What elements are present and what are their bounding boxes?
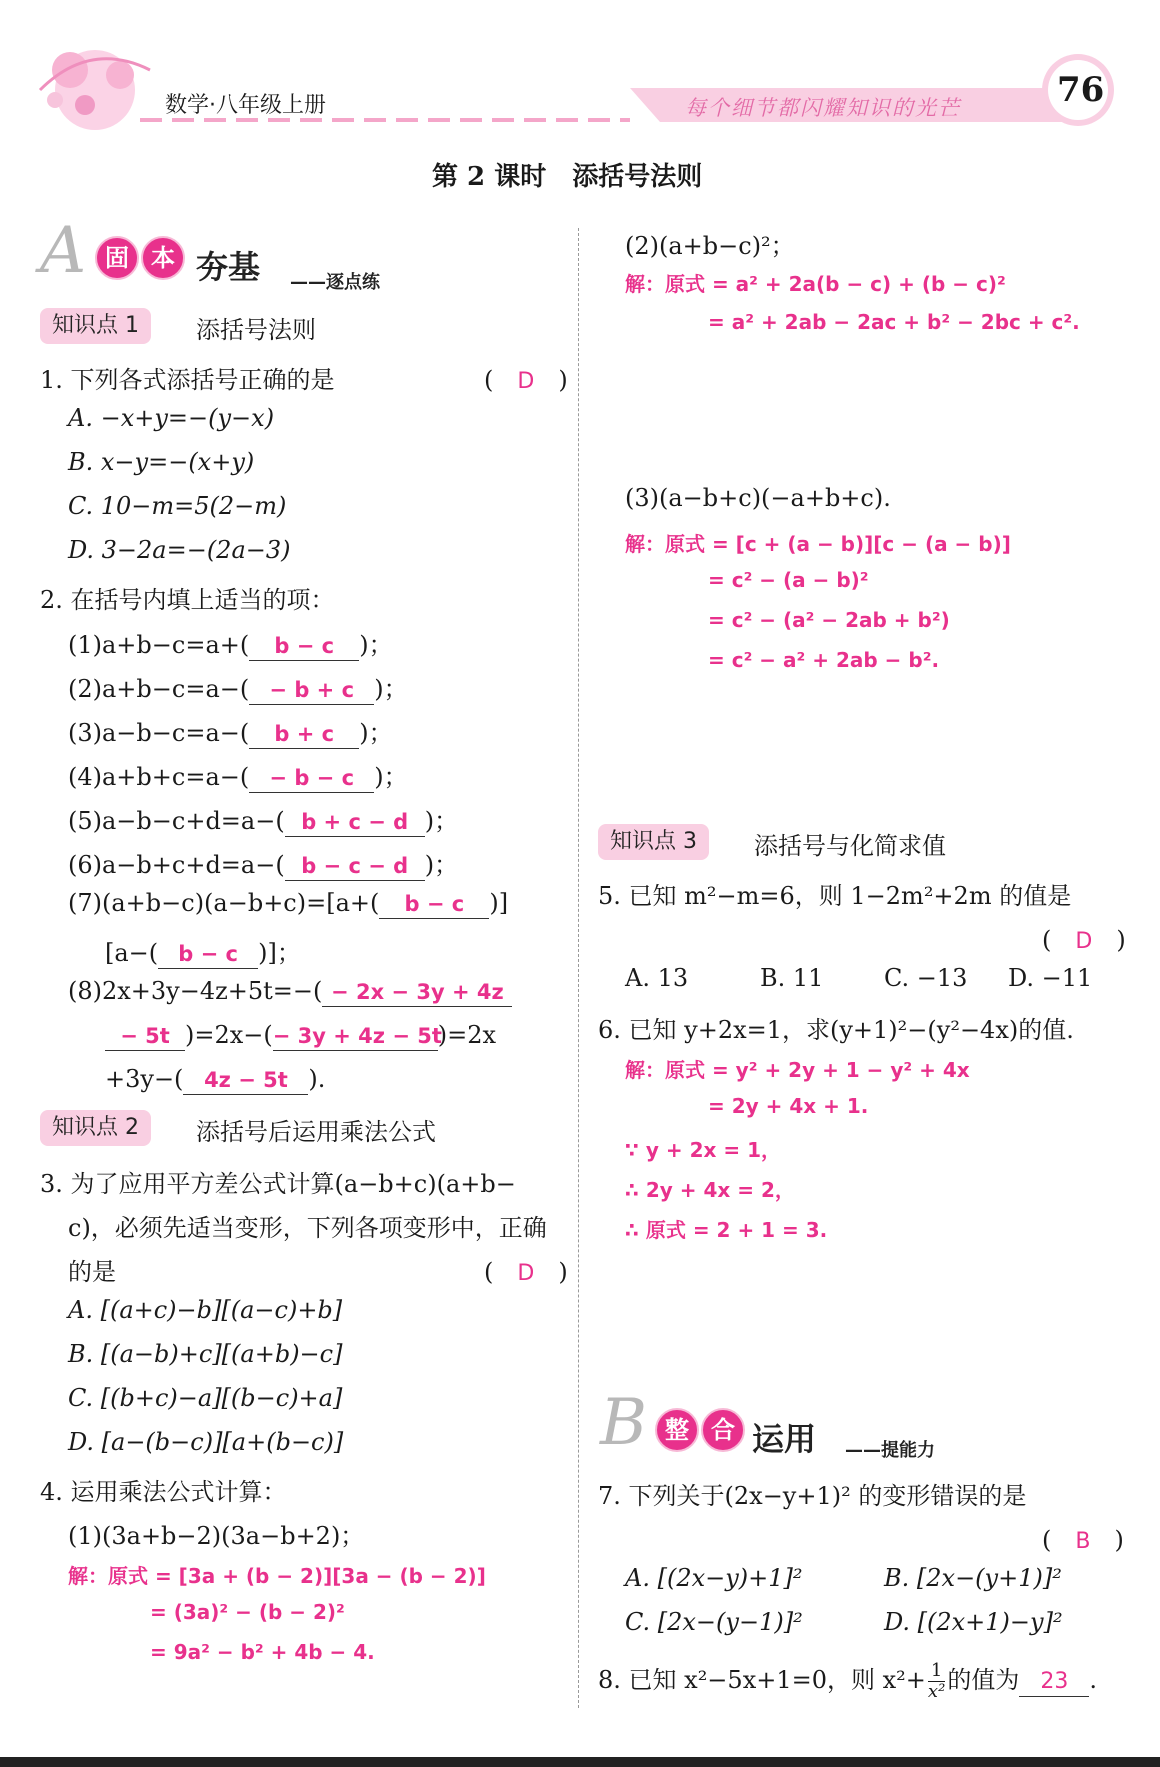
- section-b-letter: B: [600, 1386, 648, 1460]
- q2-item-8-answer-1a: − 2x − 3y + 4z: [322, 978, 512, 1007]
- q1-option-d: D. 3−2a=−(2a−3): [68, 536, 291, 564]
- knowledge-point-1-title: 添括号法则: [196, 316, 316, 344]
- q4-part-1: (1)(3a+b−2)(3a−b+2)；: [68, 1522, 365, 1550]
- header-slogan: 每个细节都闪耀知识的光芒: [685, 96, 961, 120]
- q4-part-3-solution-1: 解：原式 = [c + (a − b)][c − (a − b)]: [625, 532, 1011, 556]
- knowledge-point-2-tag: 知识点 2: [40, 1110, 151, 1146]
- q2-item-2-end: )；: [374, 675, 408, 703]
- q2-item-5-answer: b + c − d: [285, 808, 425, 837]
- q6-solution-3: ∵ y + 2x = 1，: [625, 1138, 782, 1162]
- q2-item-4: [68, 757, 408, 793]
- q2-item-4-text: (4)a+b+c=a−(: [68, 763, 250, 791]
- knowledge-point-2-title: 添括号后运用乘法公式: [196, 1118, 436, 1146]
- q2-item-4-end: )；: [374, 763, 408, 791]
- section-a-letter: A: [40, 214, 87, 288]
- q2-item-3-end: )；: [359, 719, 393, 747]
- q4-part-2: (2)(a+b−c)²；: [625, 232, 795, 260]
- column-divider: [578, 228, 579, 1708]
- q2-item-5: [68, 801, 458, 837]
- q2-item-1: [68, 625, 393, 661]
- q2-item-8-line2: [105, 1021, 496, 1051]
- section-a-title: 夯基: [196, 248, 261, 286]
- q3-answer-bracket: ( D ): [484, 1258, 568, 1286]
- q2-item-8-answer-2: − 3y + 4z − 5t: [273, 1022, 438, 1051]
- q3-stem-line3: 的是: [68, 1258, 116, 1286]
- flower-ornament-icon: [40, 50, 150, 130]
- q7-option-d: D. [(2x+1)−y]²: [884, 1608, 1063, 1636]
- q2-item-1-answer: b − c: [249, 632, 359, 661]
- q3-answer: D: [517, 1261, 535, 1286]
- q5-option-a: A. 13: [625, 964, 689, 992]
- q6-solution-5: ∴ 原式 = 2 + 1 = 3.: [625, 1218, 828, 1242]
- q5-option-b: B. 11: [760, 964, 824, 992]
- q4-part-1-solution-3: = 9a² − b² + 4b − 4.: [150, 1640, 375, 1664]
- q8-fraction-numerator: 1: [928, 1661, 945, 1682]
- q2-item-7-end: )]；: [258, 939, 301, 967]
- q7-answer-bracket: ( B ): [1042, 1526, 1124, 1554]
- q8-fraction-denominator: x²: [927, 1681, 946, 1702]
- section-b-subtitle: ——提能力: [845, 1440, 935, 1461]
- q3-stem-line2: c)，必须先适当变形，下列各项变形中，正确: [68, 1214, 547, 1242]
- q5-option-d: D. −11: [1008, 964, 1093, 992]
- q2-item-1-end: )；: [359, 631, 393, 659]
- q2-item-3-answer: b + c: [249, 720, 359, 749]
- section-a-heading: [95, 236, 187, 280]
- q2-item-6-end: )；: [424, 851, 459, 879]
- q8-stem: 8. 已知 x²−5x+1=0，则 x²+: [598, 1666, 926, 1694]
- q2-item-7-text: (7)(a+b−c)(a−b+c)=[a+(: [68, 889, 380, 917]
- q2-item-6: [68, 845, 458, 881]
- q2-item-6-text: (6)a−b+c+d=a−(: [68, 851, 285, 879]
- q2-item-2-text: (2)a+b−c=a−(: [68, 675, 250, 703]
- q7-stem: 7. 下列关于(2x−y+1)² 的变形错误的是: [598, 1482, 1027, 1510]
- q2-item-8-mid-2: )=2x: [437, 1021, 497, 1049]
- q2-item-8-answer-1b: − 5t: [105, 1022, 185, 1051]
- q8-end: .: [1089, 1666, 1097, 1694]
- knowledge-point-1-tag: 知识点 1: [40, 308, 151, 344]
- q5-option-c: C. −13: [884, 964, 968, 992]
- q1-answer-bracket: ( D ): [484, 366, 568, 394]
- q4-part-1-solution-1: 解：原式 = [3a + (b − 2)][3a − (b − 2)]: [68, 1564, 486, 1588]
- q7-option-c: C. [2x−(y−1)]²: [625, 1608, 803, 1636]
- section-a-subtitle: ——逐点练: [290, 272, 380, 293]
- q6-stem: 6. 已知 y+2x=1，求(y+1)²−(y²−4x)的值.: [598, 1016, 1074, 1044]
- q1-option-a: A. −x+y=−(y−x): [68, 404, 275, 432]
- q3-option-b: B. [(a−b)+c][(a+b)−c]: [68, 1340, 343, 1368]
- header-subject: 数学·八年级上册: [165, 93, 326, 118]
- q2-item-4-answer: − b − c: [249, 764, 374, 793]
- section-b-heading: [655, 1408, 747, 1452]
- bottom-bar: [0, 1757, 1160, 1767]
- q4-part-3-solution-2: = c² − (a − b)²: [708, 568, 869, 592]
- q2-item-7-answer-2: b − c: [158, 940, 258, 969]
- section-b-char-1: 整: [655, 1408, 699, 1452]
- q1-answer: D: [517, 369, 535, 394]
- q6-solution-1: 解：原式 = y² + 2y + 1 − y² + 4x: [625, 1058, 970, 1082]
- q2-item-7-mid: )]: [489, 889, 509, 917]
- q8-stem-mid: 的值为: [947, 1666, 1020, 1694]
- section-a-char-2: 本: [141, 236, 185, 280]
- q2-item-8-mid: )=2x−(: [185, 1021, 273, 1049]
- q6-solution-2: = 2y + 4x + 1.: [708, 1094, 869, 1118]
- q2-item-2-answer: − b + c: [249, 676, 374, 705]
- q4-part-3-solution-3: = c² − (a² − 2ab + b²): [708, 608, 950, 632]
- q2-item-6-answer: b − c − d: [285, 852, 425, 881]
- q5-answer-bracket: ( D ): [1042, 926, 1126, 954]
- q2-item-7-answer-1: b − c: [379, 890, 489, 919]
- q2-item-1-text: (1)a+b−c=a+(: [68, 631, 250, 659]
- q7-answer: B: [1075, 1529, 1091, 1554]
- q3-option-a: A. [(a+c)−b][(a−c)+b]: [68, 1296, 343, 1324]
- q5-stem: 5. 已知 m²−m=6，则 1−2m²+2m 的值是: [598, 882, 1072, 910]
- q2-item-7-text-2: [a−(: [105, 939, 159, 967]
- q4-part-2-solution-2: = a² + 2ab − 2ac + b² − 2bc + c².: [708, 310, 1080, 334]
- q2-item-2: [68, 669, 408, 705]
- q2-item-3: [68, 713, 393, 749]
- q7-option-b: B. [2x−(y+1)]²: [884, 1564, 1062, 1592]
- q2-item-8-text-3: +3y−(: [105, 1065, 184, 1093]
- knowledge-point-3-title: 添括号与化简求值: [754, 832, 946, 860]
- section-b-char-2: 合: [701, 1408, 745, 1452]
- q3-option-d: D. [a−(b−c)][a+(b−c)]: [68, 1428, 344, 1456]
- q2-item-5-end: )；: [424, 807, 459, 835]
- q3-stem-line1: 3. 为了应用平方差公式计算(a−b+c)(a+b−: [40, 1170, 516, 1198]
- q2-item-5-text: (5)a−b−c+d=a−(: [68, 807, 285, 835]
- q5-answer: D: [1075, 929, 1093, 954]
- q2-item-3-text: (3)a−b−c=a−(: [68, 719, 250, 747]
- q6-solution-4: ∴ 2y + 4x = 2，: [625, 1178, 795, 1202]
- q1-option-b: B. x−y=−(x+y): [68, 448, 255, 476]
- q4-part-3: (3)(a−b+c)(−a+b+c).: [625, 484, 891, 512]
- q2-item-8-text: (8)2x+3y−4z+5t=−(: [68, 977, 323, 1005]
- q1-option-c: C. 10−m=5(2−m): [68, 492, 287, 520]
- q2-item-8-end: ).: [308, 1065, 326, 1093]
- q2-item-7-line2: [105, 933, 301, 969]
- q2-item-8-line3: [105, 1065, 325, 1095]
- q2-item-8-line1: [68, 977, 512, 1007]
- q2-stem: 2. 在括号内填上适当的项：: [40, 586, 335, 614]
- page-number: 76: [1057, 70, 1105, 110]
- q4-part-2-solution-1: 解：原式 = a² + 2a(b − c) + (b − c)²: [625, 272, 1006, 296]
- q1-stem: 1. 下列各式添括号正确的是: [40, 366, 335, 394]
- q8-line: [598, 1660, 1097, 1702]
- q3-option-c: C. [(b+c)−a][(b−c)+a]: [68, 1384, 343, 1412]
- q8-answer: 23: [1019, 1668, 1089, 1697]
- section-a-char-1: 固: [95, 236, 139, 280]
- q4-part-3-solution-4: = c² − a² + 2ab − b².: [708, 648, 940, 672]
- q2-item-7-line1: [68, 889, 508, 919]
- section-b-title: 运用: [752, 1420, 817, 1458]
- q4-stem: 4. 运用乘法公式计算：: [40, 1478, 287, 1506]
- lesson-title: 第 2 课时 添括号法则: [432, 162, 703, 192]
- q4-part-1-solution-2: = (3a)² − (b − 2)²: [150, 1600, 345, 1624]
- q8-fraction: [928, 1661, 945, 1702]
- q2-item-8-answer-3: 4z − 5t: [183, 1066, 308, 1095]
- knowledge-point-3-tag: 知识点 3: [598, 824, 709, 860]
- q7-option-a: A. [(2x−y)+1]²: [625, 1564, 803, 1592]
